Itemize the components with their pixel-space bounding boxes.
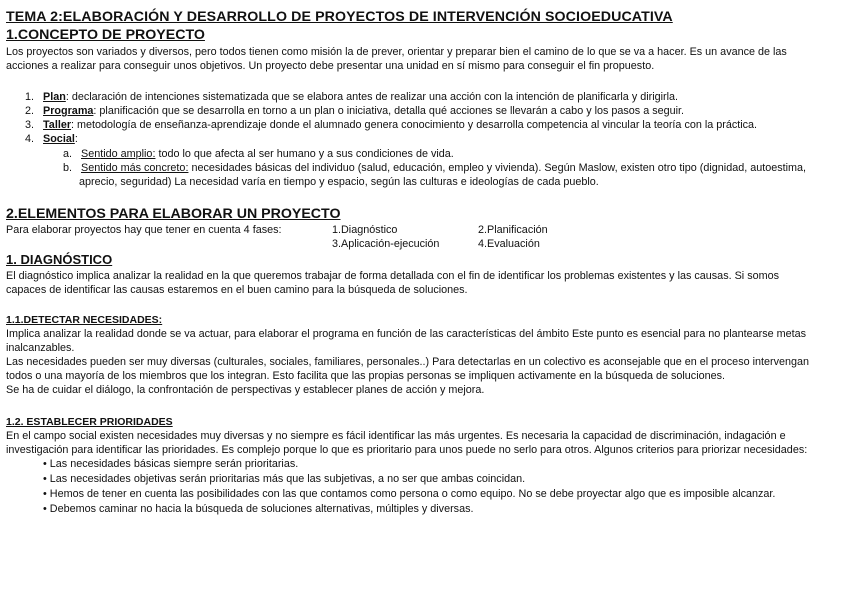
list-number: 3.	[25, 119, 35, 131]
section-heading-elementos: 2.ELEMENTOS PARA ELABORAR UN PROYECTO	[6, 206, 341, 222]
bullet-item: • Hemos de tener en cuenta las posibilidades con las que contamos como persona o como equipo. No se debe proyectar algo que es imposible alcanzar.	[43, 488, 776, 500]
subsection-heading-prioridades: 1.2. ESTABLECER PRIORIDADES	[6, 416, 173, 428]
phase-diagnostico: 1.Diagnóstico	[332, 224, 398, 236]
term-sentido-amplio: Sentido amplio:	[81, 148, 156, 160]
sublist-item-concreto-continuation: aprecio, seguridad) La necesidad varía en tiempo y espacio, según las culturas e ideologías de cada pueblo.	[79, 176, 599, 188]
sublist-letter: b.	[63, 162, 73, 174]
detectar-line-5: Se ha de cuidar el diálogo, la confrontación de perspectivas y establecer planes de acción y mejora.	[6, 384, 485, 396]
term-sentido-concreto: Sentido más concreto:	[81, 162, 189, 174]
elementos-intro: Para elaborar proyectos hay que tener en cuenta 4 fases:	[6, 224, 282, 236]
term-taller: Taller	[43, 119, 72, 131]
definition-sentido-amplio: todo lo que afecta al ser humano y a sus condiciones de vida.	[155, 148, 454, 160]
bullet-icon: •	[43, 458, 47, 470]
list-number: 1.	[25, 91, 35, 103]
sublist-item-concreto	[63, 162, 806, 175]
list-item-social	[25, 133, 78, 146]
list-item-programa	[25, 105, 684, 118]
detectar-line-3: Las necesidades pueden ser muy diversas (culturales, sociales, familiares, personales..) Para detectarlas en un colectivo es aconsejable que en el proceso intervengan	[6, 356, 810, 368]
sublist-item-amplio	[63, 148, 454, 161]
detectar-line-1: Implica analizar la realidad donde se va actuar, para elaborar el programa en función de las características del ámbito Este punto es esencial para no plantearse metas	[6, 328, 807, 340]
diagnostico-paragraph-line-2: capaces de identificar las causas estaremos en el buen camino para la búsqueda de soluciones.	[6, 284, 468, 296]
definition-plan: : declaración de intenciones sistematizada que se elabora antes de realizar una acción con la intención de planificarla y dirigirla.	[65, 91, 679, 103]
phase-evaluacion: 4.Evaluación	[478, 238, 540, 250]
concepto-paragraph-line-2: acciones a realizar para conseguir unos objetivos. Un proyecto debe presentar una unidad en sí mismo para conseguir el fin propuesto.	[6, 60, 655, 72]
prioridades-line-1: En el campo social existen necesidades muy diversas y no siempre es fácil identificar las más urgentes. Es necesaria la capacidad de discriminación, indagación e	[6, 430, 786, 442]
term-programa: Programa	[43, 105, 94, 117]
section-heading-concepto: 1.CONCEPTO DE PROYECTO	[6, 27, 205, 43]
list-number: 4.	[25, 133, 35, 145]
definition-sentido-concreto: necesidades básicas del individuo (salud, educación, empleo y vivienda). Según Maslow, existen otro tipo (dignidad, autoestima,	[188, 162, 807, 174]
section-heading-diagnostico: 1. DIAGNÓSTICO	[6, 252, 113, 267]
bullet-item: • Las necesidades objetivas serán prioritarias más que las subjetivas, a no ser que ambas coincidan.	[43, 473, 526, 485]
diagnostico-paragraph-line-1: El diagnóstico implica analizar la realidad en la que queremos trabajar de forma detallada con el fin de identificar los problemas existentes y las causas. Si somos	[6, 270, 779, 282]
definition-taller: : metodología de enseñanza-aprendizaje donde el alumnado genera conocimiento y desarrolla competencia al vincular la teoría con la práctica.	[71, 119, 758, 131]
detectar-line-4: todos o una mayoría de los miembros que los integran. Esto facilita que las propias personas se impliquen activamente en la búsqueda de soluciones.	[6, 370, 726, 382]
definition-social: :	[74, 133, 78, 145]
definition-programa: : planificación que se desarrolla en torno a un plan o iniciativa, detalla qué acciones se llevarán a cabo y los pasos a seguir.	[93, 105, 685, 117]
bullet-icon: •	[43, 473, 47, 485]
term-social: Social	[43, 133, 75, 145]
document-title: TEMA 2:ELABORACIÓN Y DESARROLLO DE PROYECTOS DE INTERVENCIÓN SOCIOEDUCATIVA	[6, 9, 673, 25]
concepto-paragraph-line-1: Los proyectos son variados y diversos, pero todos tienen como misión la de prever, orientar y preparar bien el camino de lo que se va a hacer. Es un avance de las	[6, 46, 787, 58]
bullet-icon: •	[43, 488, 47, 500]
prioridades-line-2: investigación para identificar las prioridades. Es complejo porque lo que es prioritario para unos puede no serlo para otros. Algunos criterios para priorizar necesidades:	[6, 444, 808, 456]
list-item-taller	[25, 119, 757, 132]
list-number: 2.	[25, 105, 35, 117]
bullet-icon: •	[43, 503, 47, 515]
phase-planificacion: 2.Planificación	[478, 224, 548, 236]
subsection-heading-detectar: 1.1.DETECTAR NECESIDADES:	[6, 314, 163, 326]
list-item-plan	[25, 91, 678, 104]
phase-aplicacion: 3.Aplicación-ejecución	[332, 238, 440, 250]
term-plan: Plan	[43, 91, 66, 103]
bullet-item: • Debemos caminar no hacia la búsqueda de soluciones alternativas, múltiples y diversas.	[43, 503, 474, 515]
bullet-item: • Las necesidades básicas siempre serán prioritarias.	[43, 458, 299, 470]
sublist-letter: a.	[63, 148, 73, 160]
detectar-line-2: inalcanzables.	[6, 342, 75, 354]
